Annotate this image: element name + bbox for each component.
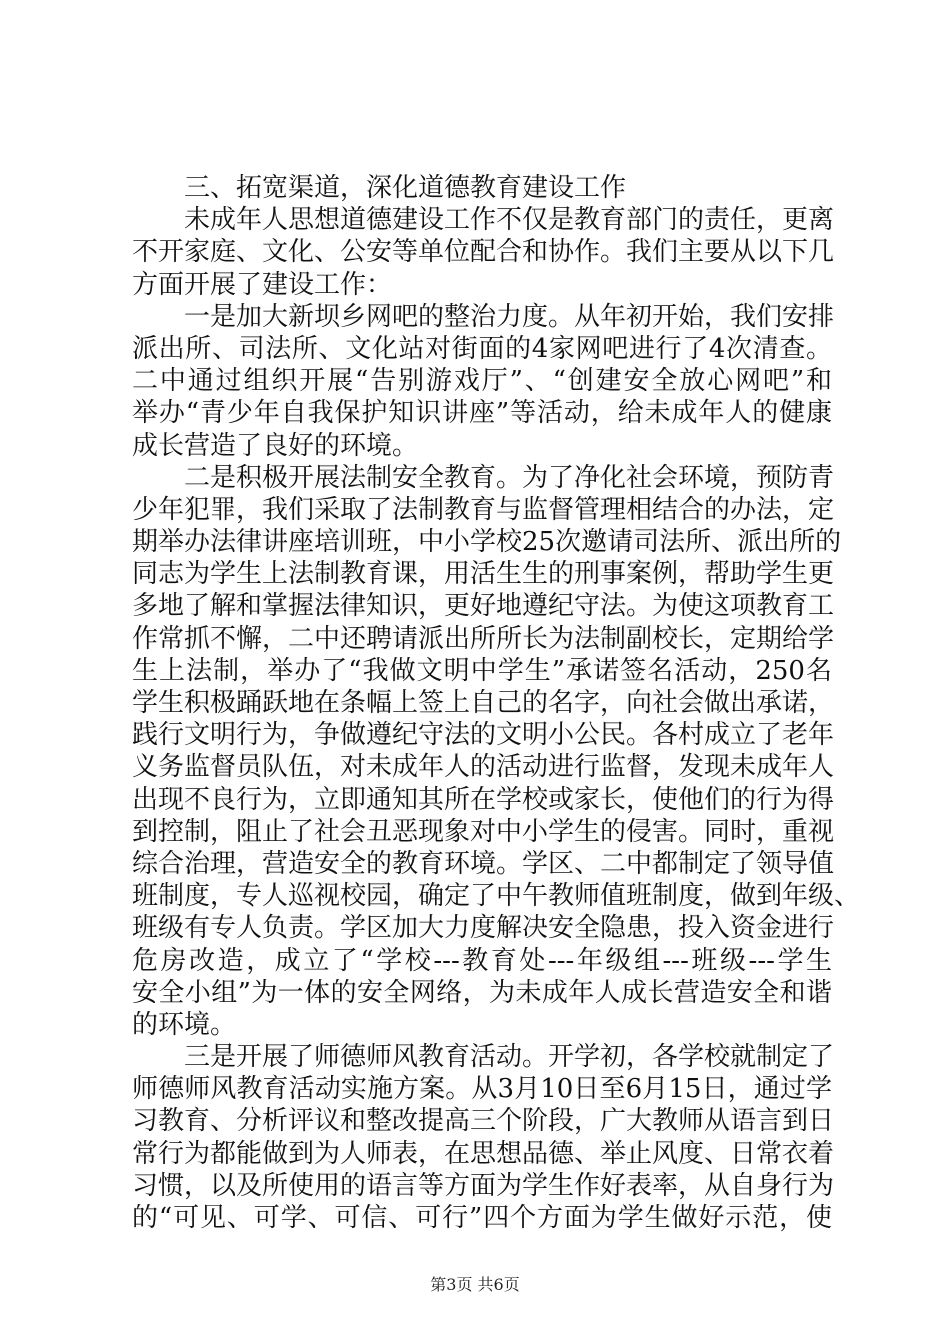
paragraph-line: 派出所、司法所、文化站对街面的4家网吧进行了4次清查。 bbox=[132, 333, 832, 364]
paragraph-line: 作常抓不懈，二中还聘请派出所所长为法制副校长，定期给学 bbox=[132, 623, 835, 654]
paragraph-line: 的“可见、可学、可信、可行”四个方面为学生做好示范，使 bbox=[132, 1203, 832, 1233]
paragraph-line: 学生积极踊跃地在条幅上签上自己的名字，向社会做出承诺， bbox=[132, 688, 835, 718]
document-body bbox=[132, 172, 861, 1234]
paragraph-line: 到控制，阻止了社会丑恶现象对中小学生的侵害。同时，重视 bbox=[132, 816, 835, 847]
paragraph-line: 一是加大新坝乡网吧的整治力度。从年初开始，我们安排 bbox=[184, 301, 835, 332]
paragraph-line: 举办“青少年自我保护知识讲座”等活动，给未成年人的健康 bbox=[132, 398, 832, 429]
paragraph-line: 三是开展了师德师风教育活动。开学初，各学校就制定了 bbox=[184, 1042, 835, 1073]
paragraph-line: 危房改造，成立了“学校---教育处---年级组---班级---学生 bbox=[132, 945, 832, 976]
paragraph-line: 生上法制，举办了“我做文明中学生”承诺签名活动，250名 bbox=[132, 655, 832, 686]
paragraph-line: 常行为都能做到为人师表，在思想品德、举止风度、日常衣着 bbox=[132, 1138, 835, 1169]
paragraph-line: 综合治理，营造安全的教育环境。学区、二中都制定了领导值 bbox=[132, 848, 835, 879]
paragraph-line: 习惯，以及所使用的语言等方面为学生作好表率，从自身行为 bbox=[132, 1170, 835, 1201]
paragraph-line: 期举办法律讲座培训班，中小学校25次邀请司法所、派出所的 bbox=[132, 527, 842, 558]
paragraph-line: 班级有专人负责。学区加大力度解决安全隐患，投入资金进行 bbox=[132, 913, 835, 944]
paragraph-line: 二是积极开展法制安全教育。为了净化社会环境，预防青 bbox=[184, 462, 835, 493]
paragraph-line: 安全小组”为一体的安全网络，为未成年人成长营造安全和谐 bbox=[132, 977, 832, 1008]
paragraph-line: 不开家庭、文化、公安等单位配合和协作。我们主要从以下几 bbox=[132, 237, 835, 268]
paragraph-line: 成长营造了良好的环境。 bbox=[132, 430, 419, 461]
paragraph-line: 出现不良行为，立即通知其所在学校或家长，使他们的行为得 bbox=[132, 784, 835, 815]
paragraph-line: 方面开展了建设工作： bbox=[132, 269, 393, 300]
paragraph-line: 少年犯罪，我们采取了法制教育与监督管理相结合的办法，定 bbox=[132, 494, 835, 525]
section-heading: 三、拓宽渠道，深化道德教育建设工作 bbox=[184, 173, 627, 203]
paragraph-line: 班制度，专人巡视校园，确定了中午教师值班制度，做到年级、 bbox=[132, 881, 861, 912]
paragraph-line: 未成年人思想道德建设工作不仅是教育部门的责任，更离 bbox=[184, 205, 835, 236]
paragraph-line: 习教育、分析评议和整改提高三个阶段，广大教师从语言到日 bbox=[132, 1106, 835, 1137]
paragraph-line: 同志为学生上法制教育课，用活生生的刑事案例，帮助学生更 bbox=[132, 559, 835, 590]
page-number-footer: 第3页 共6页 bbox=[430, 1275, 520, 1294]
paragraph-line: 义务监督员队伍，对未成年人的活动进行监督，发现未成年人 bbox=[132, 752, 835, 783]
paragraph-line: 师德师风教育活动实施方案。从3月10日至6月15日，通过学 bbox=[132, 1074, 832, 1105]
paragraph-line: 多地了解和掌握法律知识，更好地遵纪守法。为使这项教育工 bbox=[132, 591, 835, 622]
paragraph-line: 二中通过组织开展“告别游戏厅”、“创建安全放心网吧”和 bbox=[132, 366, 832, 397]
paragraph-line: 践行文明行为，争做遵纪守法的文明小公民。各村成立了老年 bbox=[132, 720, 835, 751]
paragraph-line: 的环境。 bbox=[132, 1009, 237, 1040]
